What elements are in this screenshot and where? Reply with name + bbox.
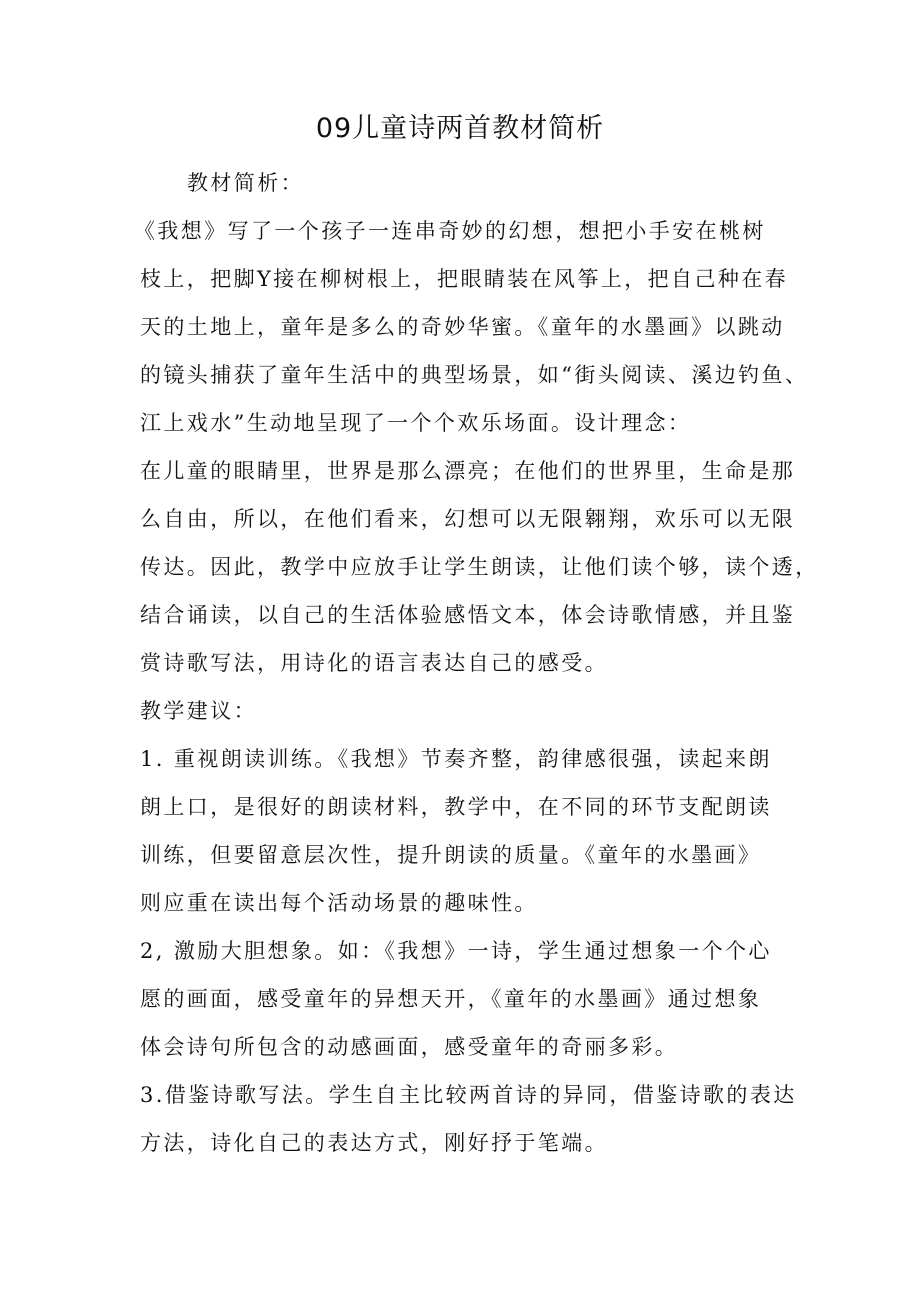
- document-title: 09儿童诗两首教材简析: [315, 113, 605, 144]
- list-item-line: 1. 重视朗读训练。《我想》节奏齐整，韵律感很强，读起来朗: [140, 747, 772, 771]
- list-item-line: 则应重在读出每个活动场景的趣味性。: [140, 891, 538, 915]
- paragraph-line: 枝上，把脚Y接在柳树根上，把眼睛装在风筝上，把自己种在春: [140, 267, 789, 291]
- paragraph-line: 赏诗歌写法，用诗化的语言表达自己的感受。: [140, 651, 608, 675]
- paragraph-line: 结合诵读，以自己的生活体验感悟文本，体会诗歌情感，并且鉴: [140, 603, 796, 627]
- paragraph-line: 么自由，所以，在他们看来，幻想可以无限翱翔，欢乐可以无限: [140, 507, 796, 531]
- list-item-line: 朗上口，是很好的朗读材料，教学中，在不同的环节支配朗读: [140, 795, 772, 819]
- document-body: [134, 159, 819, 1167]
- paragraph-line: 在儿童的眼睛里，世界是那么漂亮；在他们的世界里，生命是那: [140, 459, 796, 483]
- list-item-line: 愿的画面，感受童年的异想天开，《童年的水墨画》通过想象: [140, 987, 762, 1011]
- paragraph-line: 传达。因此，教学中应放手让学生朗读，让他们读个够，读个透，: [140, 555, 819, 579]
- section-heading-suggestions: 教学建议：: [140, 699, 257, 723]
- section-heading-analysis: 教材简析：: [187, 171, 304, 195]
- paragraph-line: 《我想》写了一个孩子一连串奇妙的幻想，想把小手安在桃树: [134, 219, 766, 243]
- paragraph-line: 江上戏水”生动地呈现了一个个欢乐场面。设计理念：: [140, 411, 692, 435]
- paragraph-line: 的镜头捕获了童年生活中的典型场景，如“街头阅读、溪边钓鱼、: [140, 363, 809, 387]
- list-item-line: 方法，诗化自己的表达方式，刚好抒于笔端。: [140, 1131, 608, 1155]
- list-item-line: 3.借鉴诗歌写法。学生自主比较两首诗的异同，借鉴诗歌的表达: [140, 1083, 797, 1107]
- paragraph-line: 天的土地上，童年是多么的奇妙华蜜。《童年的水墨画》以跳动: [140, 315, 785, 339]
- list-item-line: 体会诗句所包含的动感画面，感受童年的奇丽多彩。: [140, 1035, 679, 1059]
- list-item-line: 2, 激励大胆想象。如：《我想》一诗，学生通过想象一个个心: [140, 939, 772, 963]
- list-item-line: 训练，但要留意层次性，提升朗读的质量。《童年的水墨画》: [140, 843, 762, 867]
